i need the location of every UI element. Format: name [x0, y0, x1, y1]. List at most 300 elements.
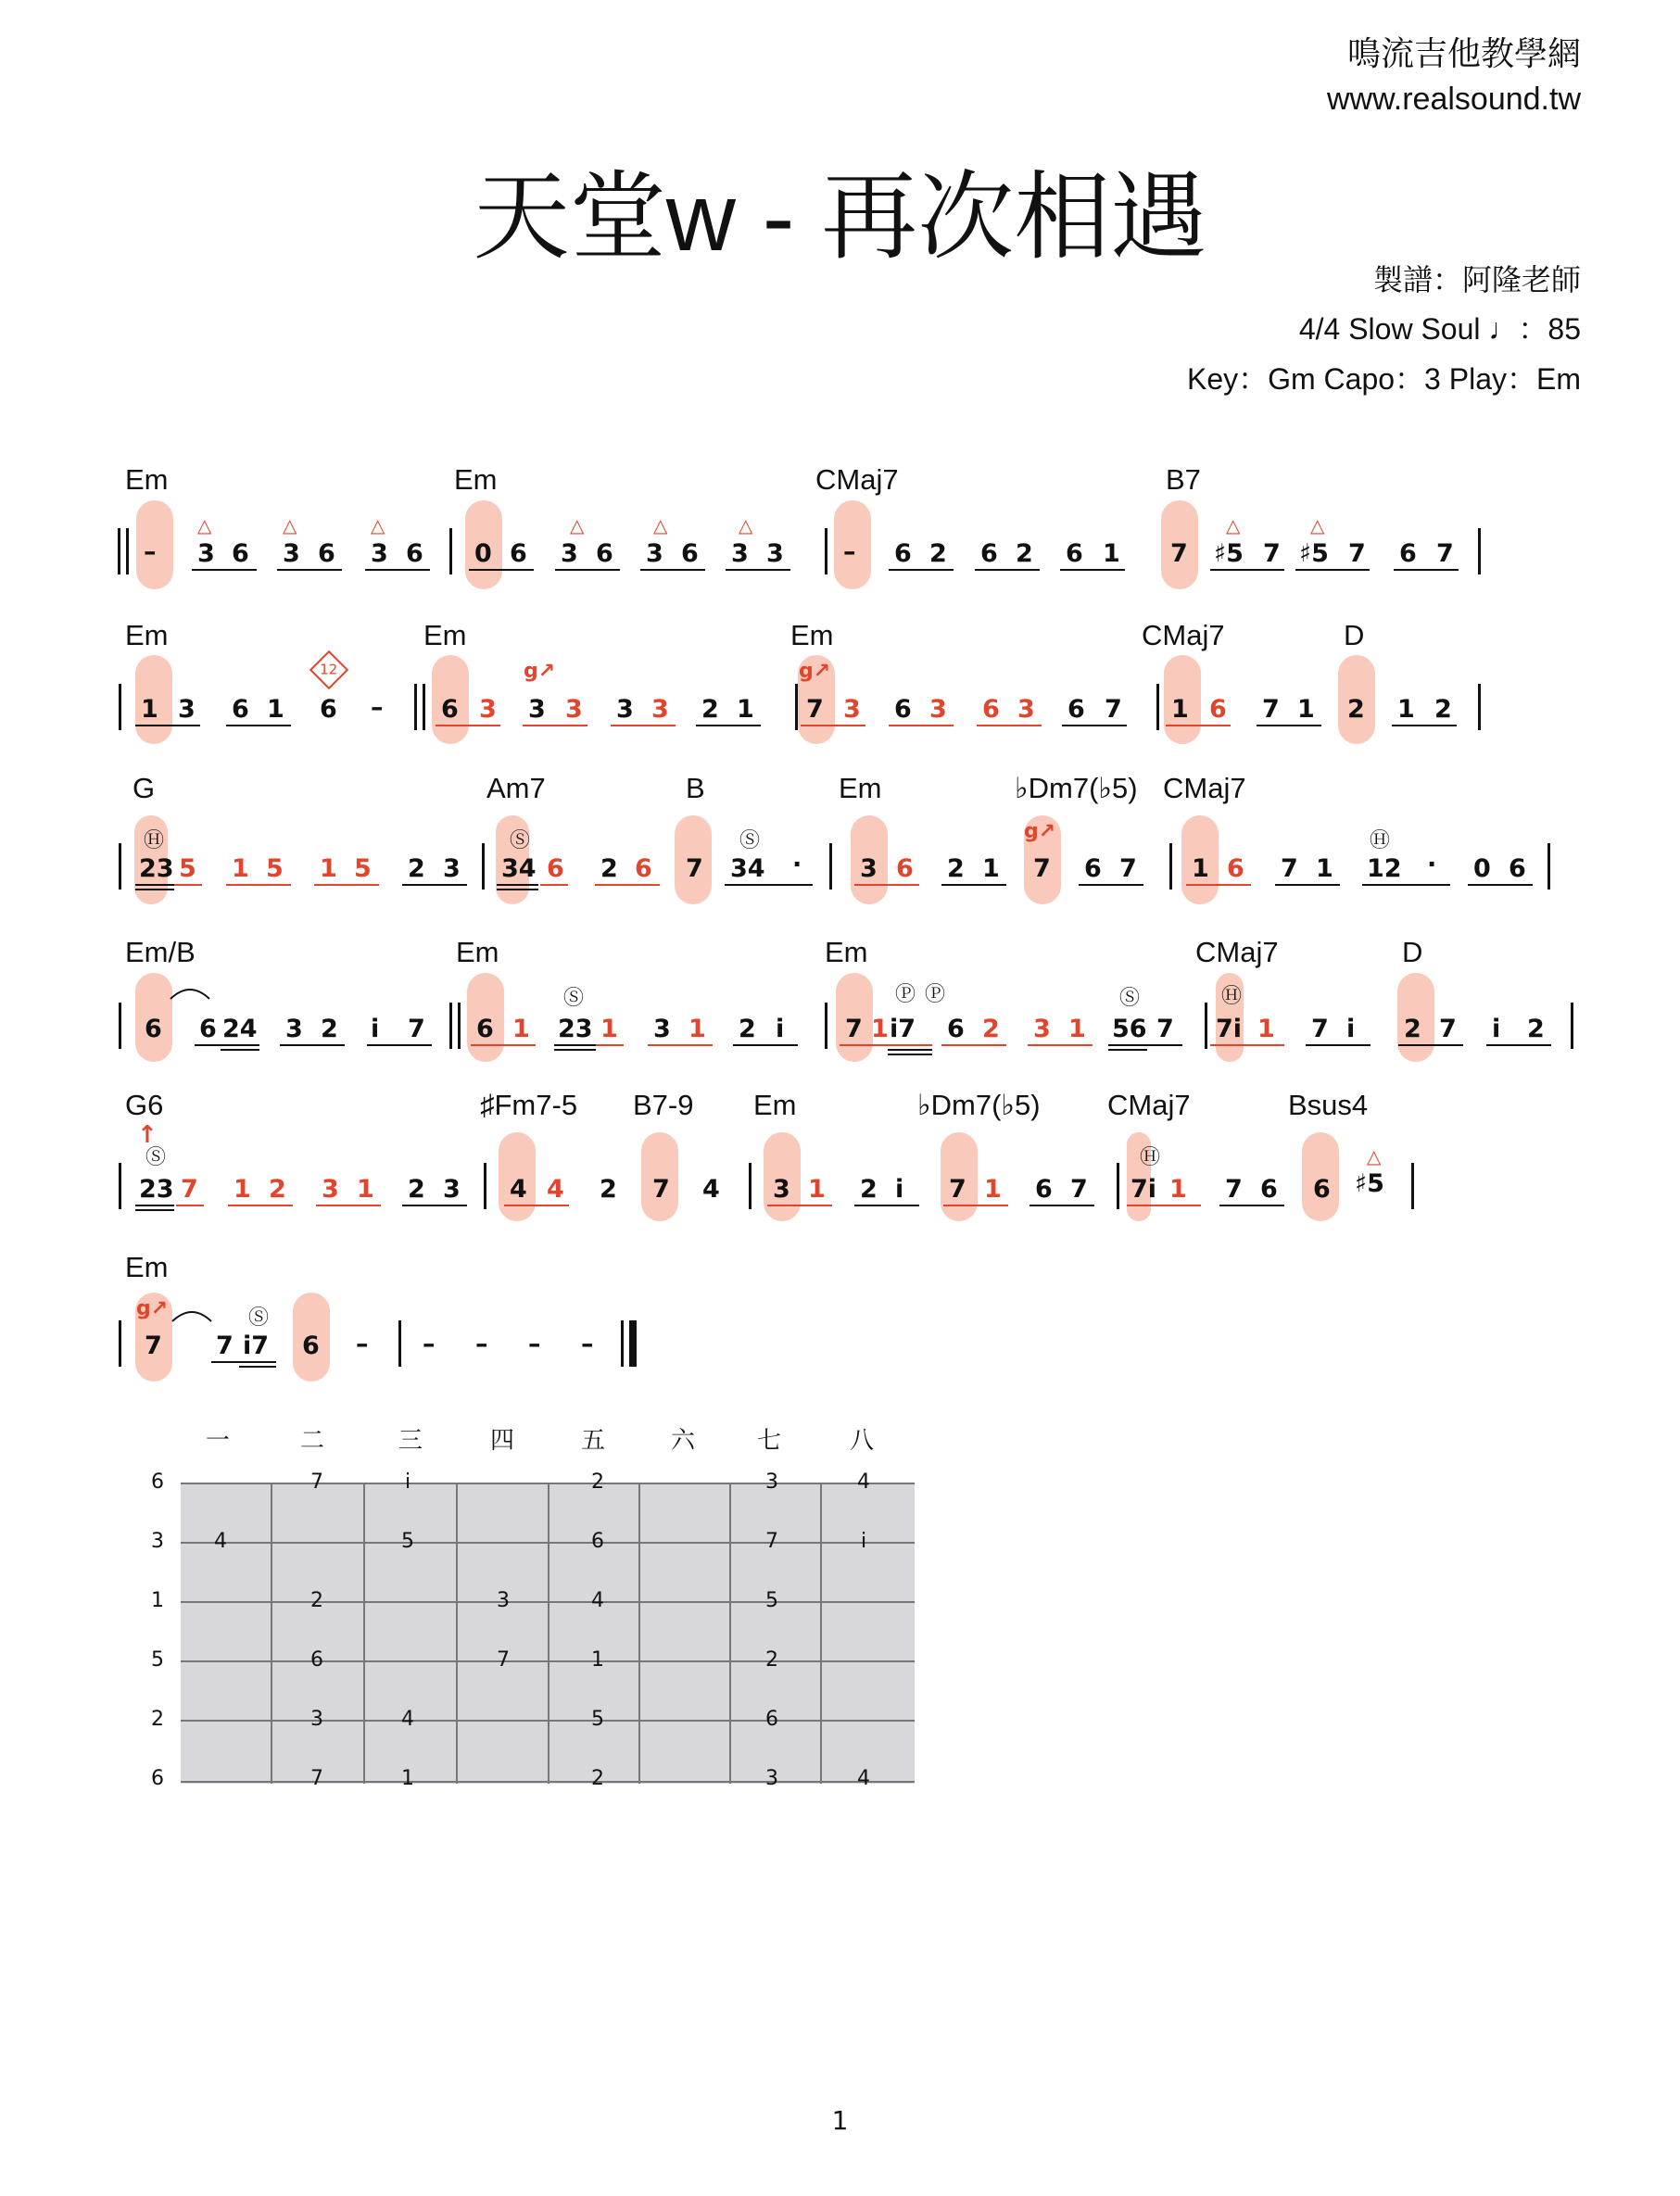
beam — [1306, 1044, 1371, 1046]
note: 3 — [283, 539, 300, 568]
note: – — [371, 693, 384, 722]
note: 1 — [1257, 1015, 1275, 1043]
note: i — [1346, 1015, 1356, 1043]
beam — [174, 884, 202, 886]
fret-line — [638, 1483, 640, 1784]
note: 2 — [321, 1015, 338, 1043]
note: 5 — [354, 854, 372, 883]
beam — [611, 725, 676, 726]
note: 1 — [357, 1175, 374, 1204]
string-line — [181, 1720, 915, 1722]
beam — [943, 1205, 1008, 1206]
note: 1 — [141, 695, 158, 724]
note: 6 — [145, 1015, 162, 1043]
string-label: 2 — [151, 1708, 164, 1731]
fret-line — [456, 1483, 458, 1784]
beam — [888, 1054, 932, 1055]
string-line — [181, 1781, 915, 1783]
beam — [135, 884, 174, 886]
slide-mark-icon: Ⓢ — [563, 987, 585, 1010]
note: 2 — [1527, 1015, 1545, 1043]
note: 3 — [561, 539, 578, 568]
accent-triangle-icon: △ — [570, 514, 585, 536]
note: 2 — [947, 854, 965, 883]
note: 6 — [320, 695, 337, 724]
note: 6 — [635, 854, 652, 883]
chord-symbol: CMaj7 — [815, 463, 899, 496]
fret-note: 3 — [765, 1767, 778, 1790]
note: 0 — [1473, 854, 1491, 883]
chord-symbol: D — [1344, 619, 1365, 651]
note: 1 — [1171, 695, 1189, 724]
note: 6 — [1260, 1175, 1278, 1204]
chord-symbol: G6 — [125, 1089, 164, 1121]
accent-triangle-icon: △ — [1367, 1145, 1382, 1167]
chord-symbol: CMaj7 — [1107, 1089, 1191, 1121]
note: 6 — [894, 695, 912, 724]
note: 2 — [739, 1015, 756, 1043]
note: 3 — [528, 695, 546, 724]
position-twelve-icon: 12 — [309, 650, 348, 689]
note: 24 — [222, 1015, 258, 1043]
beam — [365, 569, 430, 571]
barline — [449, 1003, 452, 1049]
accent-triangle-icon: △ — [197, 514, 212, 536]
note: 3 — [371, 539, 388, 568]
fret-note: 6 — [591, 1530, 604, 1553]
string-line — [181, 1483, 915, 1484]
fret-note: 6 — [765, 1708, 778, 1731]
note: 7 — [1105, 695, 1122, 724]
chord-symbol: Em — [839, 772, 882, 804]
beam — [135, 1209, 174, 1211]
gliss-icon: g↗ — [1024, 820, 1056, 843]
note: 1 — [320, 854, 337, 883]
note: 6 — [894, 539, 912, 568]
chord-symbol: Em — [753, 1089, 797, 1121]
chord-symbol: Em — [423, 619, 467, 651]
fret-note: 2 — [310, 1589, 323, 1612]
barline — [449, 528, 452, 574]
fret-line — [820, 1483, 822, 1784]
beam — [941, 1044, 1006, 1046]
note: – — [843, 537, 856, 566]
beam — [226, 725, 291, 726]
fret-note: 3 — [497, 1589, 510, 1612]
beam — [1210, 569, 1284, 571]
fret-label: 六 — [670, 1427, 695, 1455]
chord-symbol: G — [133, 772, 156, 804]
note: 2 — [929, 539, 947, 568]
beam — [1468, 884, 1533, 886]
beam — [497, 884, 538, 886]
beam — [941, 884, 1006, 886]
song-title: 天堂w - 再次相遇 — [473, 164, 1207, 271]
note: 7 — [1263, 539, 1281, 568]
beam — [555, 569, 620, 571]
note: 6 — [1066, 539, 1083, 568]
beam — [554, 1049, 596, 1051]
beam — [725, 884, 813, 886]
note: 3 — [731, 539, 749, 568]
accent-triangle-icon: △ — [653, 514, 668, 536]
barline — [1205, 1003, 1207, 1049]
note: 7i — [1216, 1015, 1243, 1043]
note: 4 — [547, 1175, 564, 1204]
note: 3 — [773, 1175, 790, 1204]
beam — [1108, 1049, 1147, 1051]
beam — [1028, 1044, 1093, 1046]
note: 7 — [1170, 539, 1188, 568]
note: 2 — [1434, 695, 1452, 724]
fret-note: 4 — [591, 1589, 604, 1612]
fret-label: 七 — [756, 1427, 781, 1455]
string-label: 6 — [151, 1470, 164, 1494]
note: 1 — [1169, 1175, 1187, 1204]
note: – — [144, 537, 157, 566]
beam — [402, 884, 467, 886]
barline — [749, 1163, 752, 1209]
beam — [1394, 569, 1459, 571]
note: 7i — [1131, 1175, 1157, 1204]
note: 3 — [322, 1175, 339, 1204]
note: 1 — [234, 1175, 251, 1204]
note: 2 — [982, 1015, 1000, 1043]
note: ♯5 — [1214, 539, 1244, 568]
note: 2 — [1404, 1015, 1421, 1043]
fret-label: 四 — [489, 1427, 514, 1455]
chord-symbol: ♯Fm7-5 — [480, 1089, 578, 1121]
beam — [192, 569, 257, 571]
note: 1 — [1192, 854, 1209, 883]
note: 1 — [871, 1015, 889, 1043]
beam — [1486, 1044, 1551, 1046]
note: · — [792, 851, 802, 879]
note: 7 — [652, 1175, 670, 1204]
barline — [482, 843, 485, 890]
beam — [540, 884, 568, 886]
barline — [1478, 528, 1481, 574]
note: 3 — [651, 695, 669, 724]
note: – — [528, 1330, 541, 1358]
gliss-icon: g↗ — [136, 1297, 169, 1320]
beam — [1257, 725, 1321, 726]
note: 3 — [443, 854, 461, 883]
note: 6 — [982, 695, 1000, 724]
note: 6 — [980, 539, 998, 568]
beam — [1186, 884, 1251, 886]
note: 1 — [737, 695, 754, 724]
note: 6 — [547, 854, 564, 883]
note: 34 — [501, 854, 537, 883]
beam — [889, 569, 954, 571]
note: 3 — [178, 695, 196, 724]
beam — [554, 1044, 596, 1046]
note: 3 — [565, 695, 583, 724]
string-line — [181, 1601, 915, 1603]
beam — [1108, 1044, 1182, 1046]
fret-note: 2 — [591, 1767, 604, 1790]
beam — [696, 725, 761, 726]
fret-label: 三 — [398, 1427, 423, 1455]
fret-note: 4 — [401, 1708, 414, 1731]
note: 7 — [1156, 1015, 1174, 1043]
note: 1 — [267, 695, 284, 724]
beam — [226, 884, 291, 886]
note: 2 — [600, 1175, 617, 1204]
barline — [1411, 1163, 1414, 1209]
beam — [280, 1044, 345, 1046]
beam — [469, 569, 534, 571]
fret-note: 4 — [857, 1767, 870, 1790]
barline — [825, 1003, 827, 1049]
note: 2 — [408, 1175, 425, 1204]
beam — [402, 1205, 467, 1206]
beam — [211, 1361, 276, 1363]
note: 4 — [510, 1175, 527, 1204]
string-label: 3 — [151, 1530, 164, 1553]
chord-symbol: Bsus4 — [1288, 1089, 1369, 1121]
beam — [277, 569, 342, 571]
chord-symbol: B — [686, 772, 705, 804]
fret-label: 一 — [205, 1427, 230, 1455]
final-barline — [629, 1320, 637, 1367]
fret-line — [729, 1483, 731, 1784]
note: 3 — [929, 695, 947, 724]
note: 3 — [616, 695, 634, 724]
note: i7 — [890, 1015, 916, 1043]
note: 3 — [197, 539, 215, 568]
note: 6 — [476, 1015, 494, 1043]
note: 1 — [1103, 539, 1120, 568]
note: – — [423, 1330, 436, 1358]
beam — [1166, 725, 1231, 726]
note: 2 — [269, 1175, 286, 1204]
note: 7 — [1281, 854, 1298, 883]
chord-symbol: Em — [125, 463, 169, 496]
note: 4 — [702, 1175, 720, 1204]
chord-symbol: CMaj7 — [1163, 772, 1246, 804]
accent-triangle-icon: △ — [1226, 514, 1241, 536]
fret-label: 五 — [580, 1427, 605, 1455]
fretboard-grid — [181, 1483, 915, 1784]
note: 7 — [806, 695, 824, 724]
arranger-credit: 製譜：阿隆老師 — [1372, 262, 1581, 297]
note: 7 — [181, 1175, 198, 1204]
barline — [1547, 843, 1550, 890]
beam — [1295, 569, 1370, 571]
note: 6 — [1227, 854, 1244, 883]
barline — [423, 684, 425, 730]
fret-note: 2 — [765, 1648, 778, 1672]
note: 6 — [318, 539, 335, 568]
string-label: 5 — [151, 1648, 164, 1672]
accent-triangle-icon: △ — [739, 514, 753, 536]
note: 3 — [1033, 1015, 1051, 1043]
fret-note: i — [860, 1530, 867, 1553]
note: i — [1492, 1015, 1501, 1043]
note: 7 — [145, 1331, 162, 1360]
chord-symbol: CMaj7 — [1142, 619, 1225, 651]
accent-triangle-icon: △ — [283, 514, 297, 536]
beam — [1398, 1044, 1463, 1046]
beam — [135, 889, 174, 890]
barline — [1571, 1003, 1573, 1049]
note: i — [895, 1175, 904, 1204]
note: 2 — [600, 854, 618, 883]
note: 6 — [510, 539, 527, 568]
beam — [1062, 725, 1127, 726]
note: 6 — [1035, 1175, 1053, 1204]
page-number: 1 — [831, 2105, 849, 2136]
beam — [497, 889, 538, 890]
chord-symbol: Em — [125, 1251, 169, 1283]
string-line — [181, 1660, 915, 1662]
gliss-icon: g↗ — [799, 660, 831, 683]
chord-symbol: Am7 — [486, 772, 546, 804]
fret-line — [363, 1483, 365, 1784]
chord-symbol: Em — [456, 936, 499, 968]
fret-note: 1 — [591, 1648, 604, 1672]
fret-note: 7 — [310, 1767, 323, 1790]
note: 7 — [1436, 539, 1454, 568]
note: 6 — [199, 1015, 217, 1043]
note: 6 — [947, 1015, 965, 1043]
barline — [829, 843, 832, 890]
beam — [840, 1044, 932, 1046]
note: 7 — [1033, 854, 1051, 883]
beam — [176, 1205, 204, 1206]
chord-symbol: Em/B — [125, 936, 196, 968]
note: · — [1427, 851, 1437, 879]
note: i — [776, 1015, 785, 1043]
slide-mark-icon: Ⓢ — [145, 1146, 167, 1169]
fret-line — [271, 1483, 272, 1784]
beam — [1210, 1044, 1284, 1046]
beam — [523, 725, 587, 726]
chord-symbol: Em — [125, 619, 169, 651]
accent-triangle-icon: △ — [371, 514, 385, 536]
barline — [119, 843, 121, 890]
note: 1 — [1297, 695, 1315, 724]
beam — [733, 1044, 798, 1046]
note: 3 — [646, 539, 663, 568]
note: – — [356, 1330, 369, 1358]
fret-note: 7 — [310, 1470, 323, 1494]
note: 3 — [766, 539, 784, 568]
beam — [135, 1205, 174, 1206]
gliss-icon: g↗ — [524, 660, 556, 683]
barline — [126, 528, 129, 574]
fret-note: 7 — [497, 1648, 510, 1672]
accent-triangle-icon: △ — [1310, 514, 1325, 536]
fret-note: 3 — [765, 1470, 778, 1494]
note: 7 — [1439, 1015, 1457, 1043]
note: 12 — [1367, 854, 1402, 883]
note: 3 — [1017, 695, 1035, 724]
note: 6 — [302, 1331, 320, 1360]
fret-note: 3 — [310, 1708, 323, 1731]
note: 1 — [688, 1015, 706, 1043]
note: 3 — [860, 854, 878, 883]
beam — [767, 1205, 832, 1206]
beam — [504, 1205, 569, 1206]
harmonic-mark-icon: Ⓗ — [144, 829, 165, 852]
beam — [595, 884, 660, 886]
fret-note: i — [404, 1470, 411, 1494]
meter-tempo: 4/4 Slow Soul ♩：85 — [1298, 312, 1581, 346]
barline — [1169, 843, 1172, 890]
note: 7 — [686, 854, 703, 883]
beam — [640, 569, 705, 571]
chord-symbol: ♭Dm7(♭5) — [1015, 772, 1138, 804]
arrow-up-icon: ↑ — [137, 1121, 158, 1149]
site-url[interactable]: www.realsound.tw — [1326, 82, 1581, 117]
note: ♯5 — [1299, 539, 1329, 568]
fret-note: 4 — [214, 1530, 227, 1553]
barline — [1478, 684, 1481, 730]
fret-line — [548, 1483, 549, 1784]
note: 2 — [408, 854, 425, 883]
barline — [398, 1320, 401, 1367]
note: 56 — [1112, 1015, 1147, 1043]
beam — [854, 1205, 919, 1206]
fret-label: 八 — [849, 1427, 874, 1455]
note: 3 — [843, 695, 861, 724]
beam — [228, 1205, 293, 1206]
note: 7 — [949, 1175, 966, 1204]
harmonic-mark-icon: Ⓗ — [1370, 829, 1391, 852]
chord-symbol: Em — [825, 936, 868, 968]
note: 7 — [845, 1015, 863, 1043]
beam — [436, 725, 500, 726]
note: i7 — [243, 1331, 270, 1360]
beam — [648, 1044, 713, 1046]
barline — [414, 684, 417, 730]
note: 6 — [1067, 695, 1085, 724]
note: 1 — [232, 854, 249, 883]
note: 6 — [1399, 539, 1417, 568]
note: 3 — [443, 1175, 461, 1204]
beam — [367, 1044, 432, 1046]
note: 7 — [216, 1331, 234, 1360]
beam — [854, 884, 919, 886]
note: 6 — [406, 539, 423, 568]
string-label: 6 — [151, 1767, 164, 1790]
note: – — [475, 1330, 488, 1358]
note: 7 — [1262, 695, 1280, 724]
slide-mark-icon: Ⓢ — [739, 829, 761, 852]
note: 1 — [512, 1015, 530, 1043]
note: 3 — [285, 1015, 303, 1043]
pull-mark-icon: Ⓟ — [925, 983, 946, 1006]
note: 6 — [1084, 854, 1102, 883]
fret-label: 二 — [299, 1427, 324, 1455]
barline — [458, 1003, 461, 1049]
note: 6 — [232, 539, 249, 568]
note: 7 — [408, 1015, 425, 1043]
note: 7 — [1070, 1175, 1088, 1204]
note: 7 — [1311, 1015, 1329, 1043]
slide-mark-icon: Ⓢ — [1119, 987, 1141, 1010]
beam — [471, 1044, 536, 1046]
beam — [596, 1044, 624, 1046]
beam — [1275, 884, 1340, 886]
barline — [118, 528, 120, 574]
note: 1 — [808, 1175, 826, 1204]
note: 6 — [232, 695, 249, 724]
note: 0 — [474, 539, 492, 568]
